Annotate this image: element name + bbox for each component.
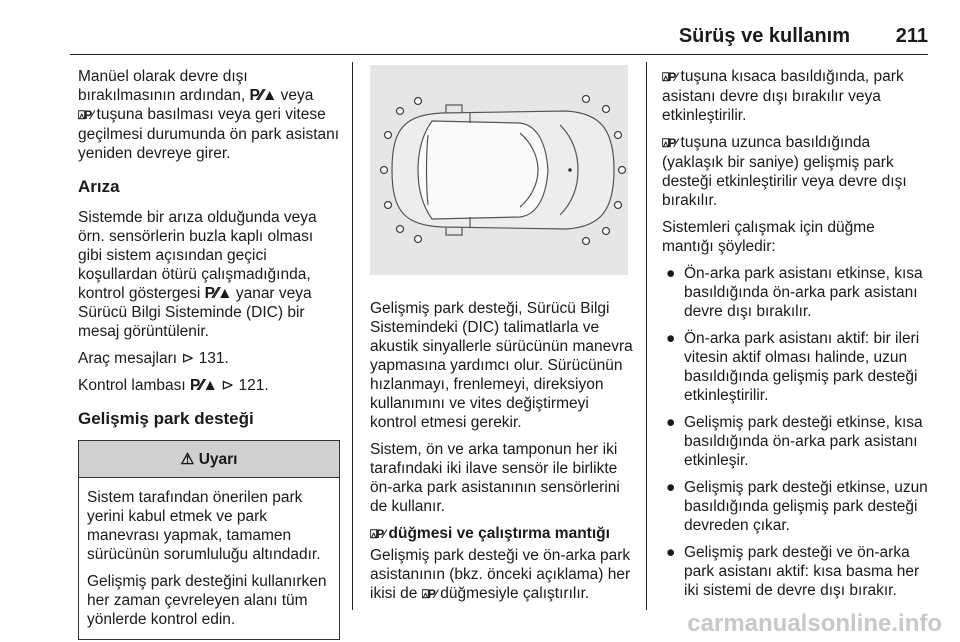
header-rule	[70, 54, 928, 55]
logic-intro-paragraph: Sistemleri çalışmak için düğme mantığı şöyledir:	[662, 219, 875, 255]
short-press-paragraph: ⍓P⁄ tuşuna kısaca basıldığında, park asistanı devre dışı bırakılır veya etkinleştirilir.	[662, 68, 904, 124]
park-button-icon: ⍓P⁄	[662, 70, 677, 84]
page-ref-link[interactable]: 121.	[238, 377, 269, 394]
warning-text-1: Sistem tarafından önerilen park yerini kabul etmek ve park manevrası yapmak, tamamen sürücünün sorumluluğu altındadır.	[87, 489, 321, 563]
middle-column	[370, 65, 634, 612]
park-button-icon: ⍓P⁄	[662, 136, 677, 150]
long-press-paragraph: ⍓P⁄ tuşuna uzunca basıldığında (yaklaşık bir saniye) gelişmiş park desteği etkinleştirilir veya devre dışı bırakılır.	[662, 134, 907, 209]
column-divider-right	[646, 62, 647, 610]
list-item: ● Ön-arka park asistanı etkinse, kısa basıldığında ön-arka park asistanı devre dışı bırakılır.	[666, 265, 923, 320]
column-divider-left	[352, 62, 353, 610]
page-header	[70, 22, 928, 52]
advanced-park-description: Gelişmiş park desteği, Sürücü Bilgi Sistemindeki (DIC) talimatlarla ve akustik sinyallerle sürücünün manevra yapmasına yardımcı olur. Sürücünün hızlanmayı, frenlemeyi, direksiyon kullanımını ve vites değiştirmeyi kontrol etmesi gerekir.	[370, 300, 633, 431]
list-item: ● Gelişmiş park desteği etkinse, kısa basıldığında ön-arka park asistanı etkinleşir.	[666, 414, 923, 469]
section-title: Sürüş ve kullanım	[678, 25, 850, 47]
park-assist-icon: P⁄⁄▲	[249, 87, 277, 104]
page-ref-arrow-icon: ⊳	[221, 377, 235, 394]
warning-body	[79, 478, 339, 639]
sensor-description: Sistem, ön ve arka tamponun her iki tarafındaki iki ilave sensör ile birlikte ön-arka park asistanının sensörlerini de kullanır.	[370, 441, 620, 515]
warning-text-2: Gelişmiş park desteğini kullanırken her zaman çevreleyen alanı tüm yönlerde kontrol edin.	[87, 573, 327, 628]
warning-box	[78, 440, 340, 640]
button-logic-heading: ⍓P⁄ düğmesi ve çalıştırma mantığı	[370, 525, 610, 542]
button-logic-list	[662, 264, 930, 600]
bullet-icon: ●	[666, 414, 676, 431]
page-ref-link[interactable]: 131.	[198, 350, 229, 367]
park-button-icon: ⍓P⁄	[370, 527, 385, 541]
fault-paragraph: Sistemde bir arıza olduğunda veya örn. sensörlerin buzla kaplı olması gibi sistem açısından geçici koşullardan ötürü çalışmadığında, kontrol göstergesi P⁄⁄▲ yanar veya Sürücü Bilgi Sisteminde (DIC) bir mesaj görüntülenir.	[78, 209, 317, 340]
fault-heading: Arıza	[78, 177, 120, 196]
bullet-icon: ●	[666, 330, 676, 347]
list-item: ● Gelişmiş park desteği etkinse, uzun basıldığında gelişmiş park desteği devreden çıkar.	[666, 479, 928, 534]
warning-header	[79, 441, 339, 478]
bullet-icon: ●	[666, 544, 676, 561]
list-item: ● Ön-arka park asistanı aktif: bir ileri vitesin aktif olması halinde, uzun basıldığında gelişmiş park desteği etkinleştirilir.	[666, 330, 920, 404]
park-assist-icon: P⁄⁄▲	[204, 285, 232, 302]
right-column	[662, 67, 930, 608]
vehicle-messages-ref: Araç mesajları ⊳ 131.	[78, 350, 229, 367]
left-column	[78, 67, 340, 640]
park-button-icon: ⍓P⁄	[421, 587, 436, 601]
bullet-icon: ●	[666, 265, 676, 282]
park-button-icon: ⍓P⁄	[78, 108, 93, 122]
control-lamp-ref: Kontrol lambası P⁄⁄▲ ⊳ 121.	[78, 377, 269, 394]
warning-icon: ⚠	[180, 451, 195, 468]
advanced-park-heading: Gelişmiş park desteği	[78, 409, 254, 428]
warning-title: Uyarı	[198, 451, 238, 468]
page-ref-arrow-icon: ⊳	[181, 350, 195, 367]
button-operation-paragraph: Gelişmiş park desteği ve ön-arka park asistanının (bkz. önceki açıklama) her ikisi de ⍓P⁄ düğmesiyle çalıştırılır.	[370, 547, 631, 602]
bullet-icon: ●	[666, 479, 676, 496]
page-number: 211	[895, 25, 928, 47]
reengage-paragraph: Manüel olarak devre dışı bırakılmasının ardından, P⁄⁄▲ veya ⍓P⁄ tuşuna basılması veya geri vitese geçilmesi durumunda ön park asistanı yeniden devreye girer.	[78, 68, 340, 162]
park-assist-icon: P⁄⁄▲	[190, 377, 217, 394]
watermark: carmanualsonline.info	[687, 610, 942, 637]
car-top-view-image	[370, 65, 628, 275]
list-item: ● Gelişmiş park desteği ve ön-arka park asistanı aktif: kısa basma her iki sistemi de devre dışı bırakır.	[666, 544, 920, 599]
car-sensor-figure	[370, 65, 628, 275]
